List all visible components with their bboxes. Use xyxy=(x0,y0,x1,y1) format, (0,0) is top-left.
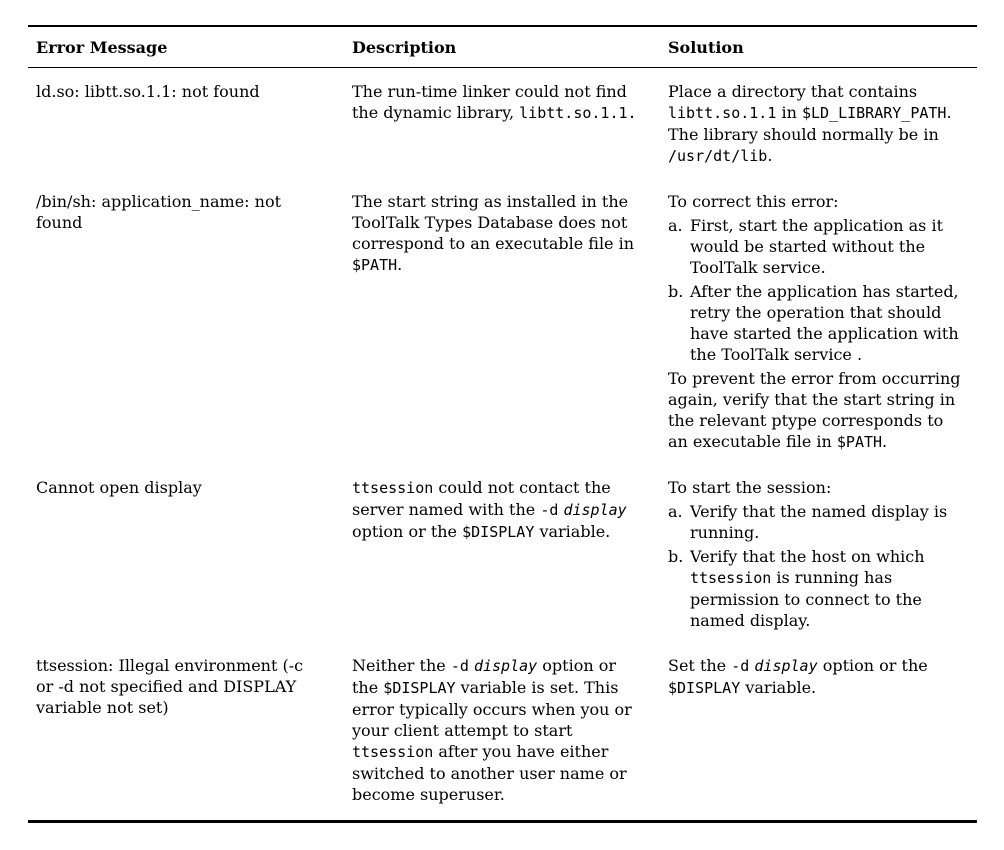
table-header-row xyxy=(28,27,977,68)
description-cell xyxy=(352,81,668,167)
code-text: /usr/dt/lib xyxy=(668,147,768,165)
list-marker: a. xyxy=(668,502,683,521)
body-text: /bin/sh: application_name: not found xyxy=(36,192,282,232)
paragraph xyxy=(668,368,965,453)
code-text: $DISPLAY xyxy=(383,679,456,697)
code-text: ttsession xyxy=(352,743,434,761)
table-row xyxy=(28,464,977,642)
body-text: To start the session: xyxy=(668,478,832,497)
body-text: The run-time linker could not find the dynamic library, xyxy=(352,82,627,122)
code-text: -d xyxy=(540,501,559,519)
body-text: after you have either switched to another user name or become superuser. xyxy=(352,742,627,804)
code-text: libtt.so.1.1 xyxy=(668,104,777,122)
table-body xyxy=(28,68,977,820)
code-text: $PATH xyxy=(352,256,398,274)
paragraph xyxy=(36,191,325,233)
paragraph xyxy=(352,81,641,124)
body-text: ttsession: Illegal environment (-c or -d not specified and DISPLAY variable not set) xyxy=(36,656,304,717)
table-row xyxy=(28,68,977,178)
body-text: Neither the xyxy=(352,656,451,675)
body-text: in xyxy=(776,103,802,122)
column-header-solution: Solution xyxy=(668,38,744,57)
table-row xyxy=(28,642,977,820)
code-text: ttsession xyxy=(352,479,434,497)
code-text: display xyxy=(563,501,627,519)
body-text: . xyxy=(767,146,773,165)
body-text: Cannot open display xyxy=(36,478,202,497)
table-row xyxy=(28,178,977,464)
list-item xyxy=(668,546,965,631)
code-text: -d xyxy=(450,657,469,675)
body-text: . The library should normally be in xyxy=(668,103,952,144)
error-cell xyxy=(36,81,352,167)
paragraph xyxy=(36,655,325,718)
body-text: Verify that the named display is running. xyxy=(690,502,948,542)
code-text: $DISPLAY xyxy=(668,679,741,697)
paragraph xyxy=(36,81,325,102)
body-text: . xyxy=(397,255,403,274)
body-text: option or the xyxy=(817,656,928,675)
list-item xyxy=(668,281,965,365)
code-text: libtt.so.1.1. xyxy=(519,104,637,122)
description-cell xyxy=(352,655,668,805)
body-text: is running has permission to connect to the named display. xyxy=(690,568,922,630)
body-text: variable. xyxy=(740,678,817,697)
body-text: To correct this error: xyxy=(668,192,839,211)
list-marker: b. xyxy=(668,282,684,301)
paragraph xyxy=(668,81,965,167)
code-text: -d xyxy=(731,657,750,675)
solution-cell xyxy=(668,477,977,631)
error-cell xyxy=(36,191,352,453)
body-text: First, start the application as it would be started without the ToolTalk service. xyxy=(690,216,944,277)
body-text: The start string as installed in the ToolTalk Types Database does not correspond to an executable file in xyxy=(352,192,635,253)
description-cell xyxy=(352,477,668,631)
body-text: variable is set. This error typically occurs when you or your client attempt to start xyxy=(352,678,632,740)
body-text: . xyxy=(882,432,888,451)
body-text: Verify that the host on which xyxy=(690,547,925,566)
body-text: After the application has started, retry the operation that should have started the application with the ToolTalk service . xyxy=(690,282,959,364)
code-text: ttsession xyxy=(690,569,772,587)
solution-cell xyxy=(668,191,977,453)
list-item xyxy=(668,501,965,543)
solution-cell xyxy=(668,655,977,805)
error-message-table xyxy=(28,25,977,823)
description-cell xyxy=(352,191,668,453)
paragraph xyxy=(352,191,641,276)
paragraph xyxy=(36,477,325,498)
paragraph xyxy=(352,477,641,543)
list-marker: b. xyxy=(668,547,684,566)
code-text: display xyxy=(473,657,538,675)
list-marker: a. xyxy=(668,216,683,235)
body-text: option or the xyxy=(352,656,616,697)
paragraph xyxy=(668,655,965,699)
column-header-error-message: Error Message xyxy=(36,38,168,57)
paragraph xyxy=(668,477,965,498)
body-text: To prevent the error from occurring again, verify that the start string in the relevant ptype corresponds to an executable file in xyxy=(668,369,961,451)
body-text: could not contact the server named with the xyxy=(352,478,611,519)
body-text: Set the xyxy=(668,656,732,675)
solution-cell xyxy=(668,81,977,167)
column-header-description: Description xyxy=(352,38,457,57)
body-text: option or the xyxy=(352,522,463,541)
code-text: display xyxy=(754,657,818,675)
code-text: $DISPLAY xyxy=(462,523,535,541)
body-text: variable. xyxy=(534,522,611,541)
code-text: $PATH xyxy=(836,433,883,451)
error-cell xyxy=(36,655,352,805)
error-cell xyxy=(36,477,352,631)
paragraph xyxy=(352,655,641,805)
paragraph xyxy=(668,191,965,212)
body-text: Place a directory that contains xyxy=(668,82,918,101)
body-text: ld.so: libtt.so.1.1: not found xyxy=(36,82,260,101)
code-text: $LD_LIBRARY_PATH xyxy=(801,104,947,122)
list-item xyxy=(668,215,965,278)
